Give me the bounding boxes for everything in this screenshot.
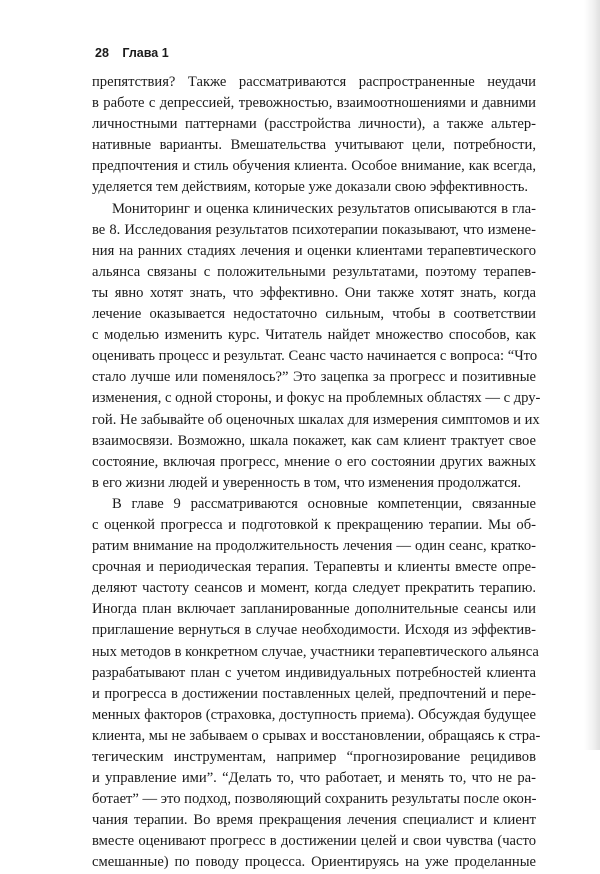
chapter-label: Глава 1: [122, 46, 169, 60]
running-header: [95, 45, 169, 61]
text-line: ботает” — это подход, позволяющий сохранить результаты после окон-: [92, 791, 537, 808]
text-line: Мониторинг и оценка клинических результатов описываются в гла-: [112, 200, 536, 217]
text-line: оценивать процесс и результат. Сеанс часто начинается с вопроса: “Что: [92, 348, 538, 365]
text-line: срочная и периодическая терапия. Терапевты и клиенты вместе опре-: [92, 559, 536, 576]
text-line: в работе с депрессией, тревожностью, взаимоотношениями и давними: [92, 95, 536, 112]
text-line: уделяется тем действиям, которые уже доказали свою эффективность.: [92, 179, 529, 196]
page-number: 28: [95, 46, 109, 60]
text-line: изменения, с одной стороны, и фокус на проблемных областях — с дру-: [92, 390, 541, 407]
text-line: ния на ранних стадиях лечения и оценки клиентами терапевтического: [92, 242, 536, 259]
text-line: разрабатывают план с учетом индивидуальных потребностей клиента: [92, 664, 536, 681]
text-line: ве 8. Исследования результатов психотерапии показывают, что измене-: [92, 221, 536, 238]
text-line: приглашение вернуться в случае необходимости. Исходя из эффектив-: [92, 622, 536, 639]
text-line: и управление ими”. “Делать то, что работает, и менять то, что не ра-: [92, 770, 536, 787]
text-line: личностными паттернами (расстройства личности), а также альтер-: [92, 116, 536, 133]
text-line: альянса связаны с положительными результатами, поэтому терапев-: [92, 263, 536, 280]
text-line: препятствия? Также рассматриваются распространенные неудачи: [92, 74, 536, 90]
text-line: и прогресса в достижении поставленных целей, предпочтений и пере-: [92, 685, 536, 702]
paragraph: [92, 494, 541, 874]
paragraph: [92, 72, 536, 199]
text-line: смешанные) по поводу процесса. Ориентируясь на уже проделанные: [92, 854, 536, 871]
text-line: предпочтения и стиль обучения клиента. Особое внимание, как всегда,: [92, 158, 536, 175]
body-text: [92, 72, 541, 874]
text-line: клиента, мы не забываем о срывах и восстановлении, обращаясь к стра-: [92, 727, 541, 744]
text-line: чания терапии. Во время прекращения лечения специалист и клиент: [92, 812, 536, 829]
text-line: деляют частоту сеансов и момент, когда следует прекратить терапию.: [92, 580, 536, 597]
paragraph: [92, 199, 541, 494]
text-line: В главе 9 рассматриваются основные компетенции, связанные: [112, 495, 536, 512]
text-line: с моделью изменить курс. Читатель найдет множество способов, как: [92, 327, 536, 344]
text-line: лечение оказывается недостаточно сильным, чтобы в соответствии: [92, 306, 536, 323]
text-line: состояние, включая прогресс, мнение о его состоянии других важных: [92, 453, 536, 470]
text-line: в его жизни людей и уверенность в том, что изменения продолжатся.: [92, 474, 522, 491]
text-line: Иногда план включает запланированные дополнительные сеансы или: [92, 601, 536, 618]
text-line: менных факторов (страховка, доступность приема). Обсуждая будущее: [92, 706, 536, 723]
text-line: ных методов в конкретном случае, участники терапевтического альянса: [92, 643, 539, 660]
text-line: ты явно хотят знать, что эффективно. Они также хотят знать, когда: [92, 284, 536, 301]
text-line: вместе оценивают прогресс в достижении целей и свои чувства (часто: [92, 833, 536, 850]
text-line: ратим внимание на продолжительность лечения — один сеанс, кратко-: [92, 538, 536, 555]
text-line: нативные варианты. Вмешательства учитывают цели, потребности,: [92, 137, 536, 154]
page-edge-shadow: [584, 0, 600, 750]
text-line: тегическим инструментам, например “прогнозирование рецидивов: [92, 749, 536, 765]
text-line: с оценкой прогресса и подготовкой к прекращению терапии. Мы об-: [92, 516, 536, 533]
text-line: гой. Не забывайте об оценочных шкалах для измерения симптомов и их: [92, 411, 540, 428]
text-line: взаимосвязи. Возможно, шкала покажет, как сам клиент трактует свое: [92, 432, 536, 449]
text-line: стало лучше или поменялось?” Это зацепка за прогресс и позитивные: [92, 369, 536, 386]
